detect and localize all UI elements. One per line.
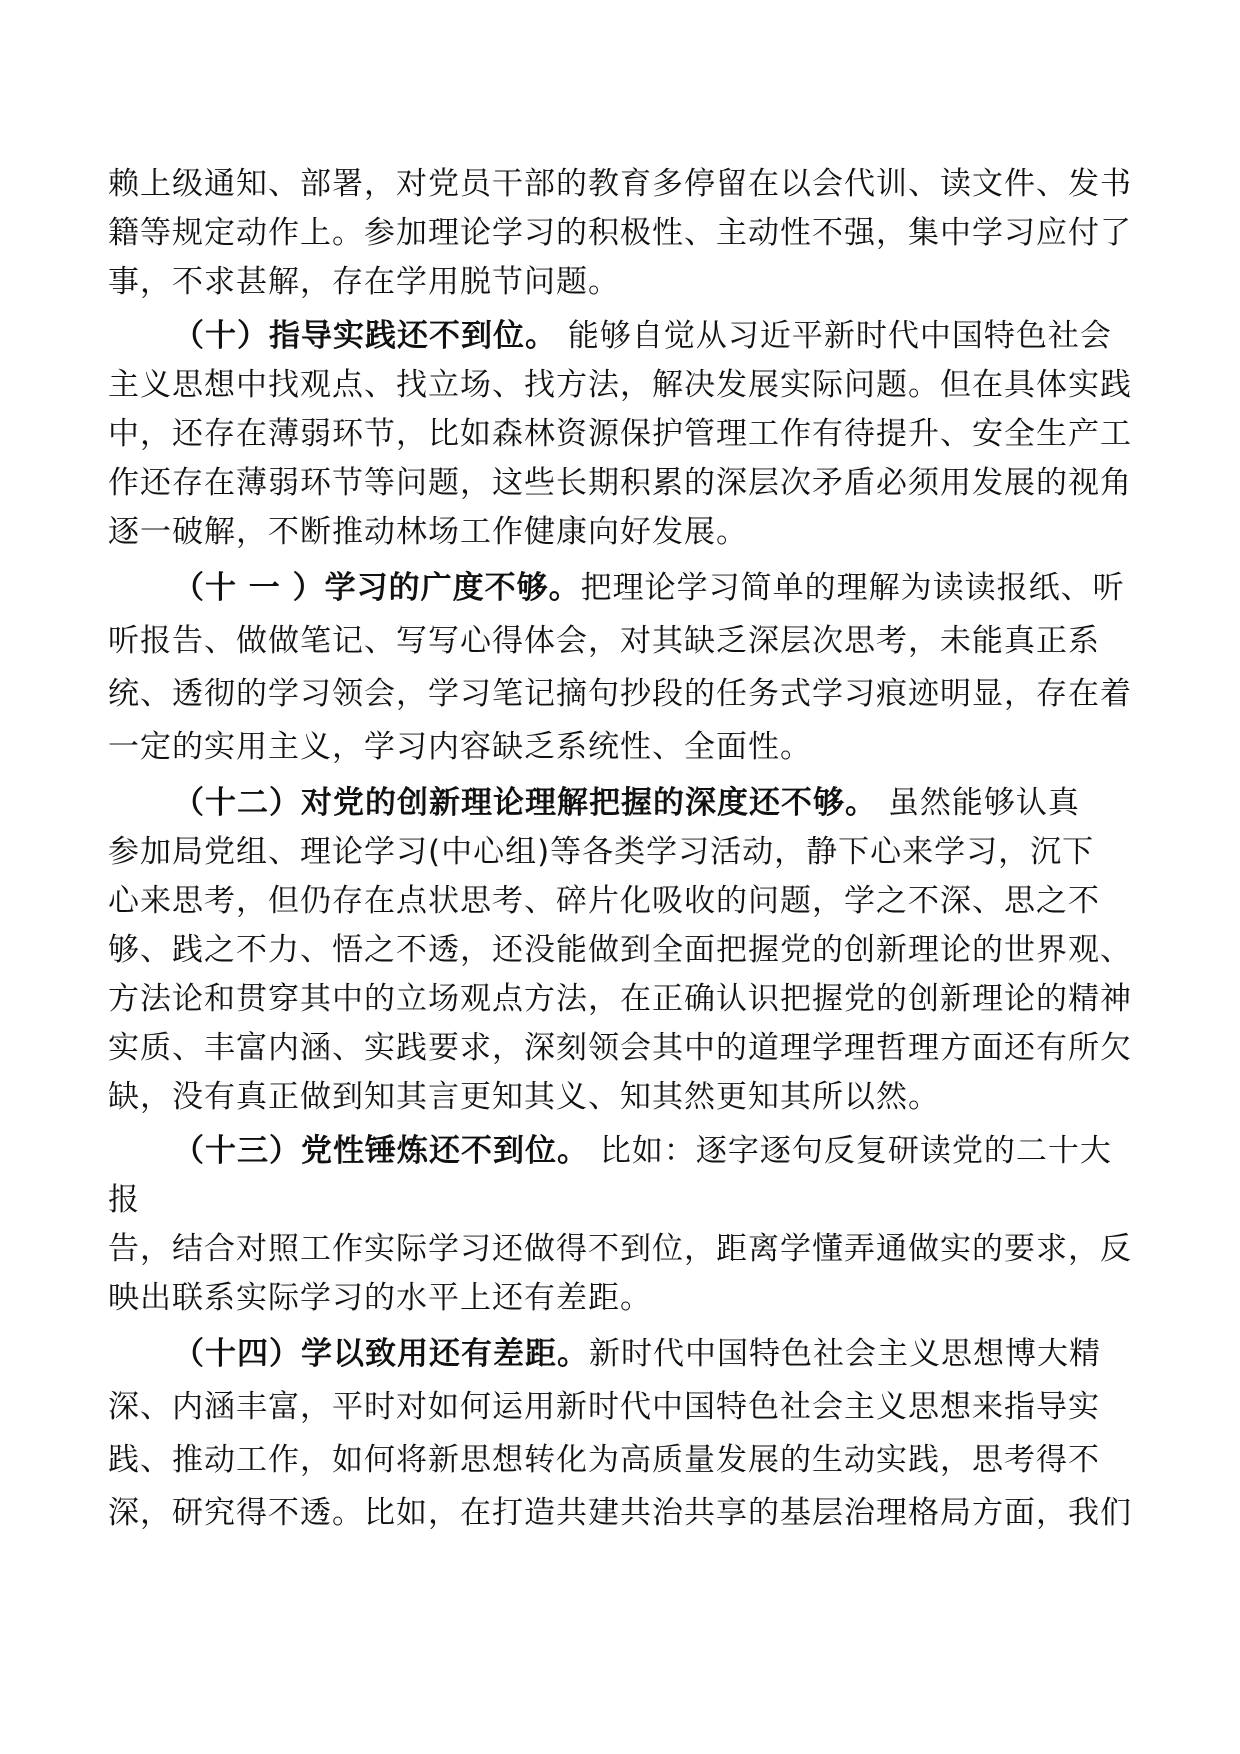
text-line: 虽然能够认真 [877, 785, 1080, 821]
text-line: 籍等规定动作上。参加理论学习的积极性、主动性不强，集中学习应付了 [108, 215, 1132, 251]
text-line: 深，研究得不透。比如，在打造共建共治共享的基层治理格局方面，我们 [108, 1495, 1132, 1531]
text-line: 告，结合对照工作实际学习还做得不到位，距离学懂弄通做实的要求，反 [108, 1231, 1132, 1267]
text-line: 统、透彻的学习领会，学习笔记摘句抄段的任务式学习痕迹明显，存在着 [108, 676, 1132, 712]
text-line: 中，还存在薄弱环节，比如森林资源保护管理工作有待提升、安全生产工 [108, 416, 1132, 452]
section-heading: （十二）对党的创新理论理解把握的深度还不够。 [173, 785, 877, 821]
section-heading: （十三）党性锤炼还不到位。 [173, 1133, 589, 1169]
text-line: 主义思想中找观点、找立场、找方法，解决发展实际问题。但在具体实践 [108, 367, 1132, 403]
paragraph-continuation [108, 160, 1138, 307]
text-line: 比如：逐字逐句反复研读党的二十大报 [108, 1133, 1112, 1218]
text-line: 把理论学习简单的理解为读读报纸、听 [580, 570, 1125, 606]
text-line: 事，不求甚解，存在学用脱节问题。 [108, 264, 620, 300]
paragraph-section-13 [108, 1127, 1138, 1323]
text-line: 映出联系实际学习的水平上还有差距。 [108, 1280, 652, 1316]
text-line: 缺，没有真正做到知其言更知其义、知其然更知其所以然。 [108, 1079, 940, 1115]
text-line: 作还存在薄弱环节等问题，这些长期积累的深层次矛盾必须用发展的视角 [108, 465, 1132, 501]
section-heading: （十四）学以致用还有差距。 [173, 1336, 589, 1372]
text-line: 听报告、做做笔记、写写心得体会，对其缺乏深层次思考，未能真正系 [108, 623, 1100, 659]
paragraph-section-10 [108, 312, 1138, 557]
text-line: 赖上级通知、部署，对党员干部的教育多停留在以会代训、读文件、发书 [108, 166, 1132, 202]
section-heading: （十）指导实践还不到位。 [173, 318, 557, 354]
text-line: 心来思考，但仍存在点状思考、碎片化吸收的问题，学之不深、思之不 [108, 883, 1100, 919]
text-line: 逐一破解，不断推动林场工作健康向好发展。 [108, 514, 748, 550]
document-body [108, 160, 1138, 1540]
text-line: 深、内涵丰富，平时对如何运用新时代中国特色社会主义思想来指导实 [108, 1389, 1100, 1425]
section-heading: （十 一 ）学习的广度不够。 [173, 570, 581, 606]
text-line: 能够自觉从习近平新时代中国特色社会 [557, 318, 1112, 354]
text-line: 新时代中国特色社会主义思想博大精 [589, 1336, 1101, 1372]
paragraph-section-12 [108, 779, 1138, 1122]
text-line: 践、推动工作，如何将新思想转化为高质量发展的生动实践，思考得不 [108, 1442, 1100, 1478]
text-line: 一定的实用主义，学习内容缺乏系统性、全面性。 [108, 729, 812, 765]
text-line: 方法论和贯穿其中的立场观点方法，在正确认识把握党的创新理论的精神 [108, 981, 1132, 1017]
paragraph-section-11 [108, 562, 1138, 774]
paragraph-section-14 [108, 1328, 1138, 1540]
text-line: 参加局党组、理论学习(中心组)等各类学习活动，静下心来学习，沉下 [108, 834, 1095, 870]
text-line: 实质、丰富内涵、实践要求，深刻领会其中的道理学理哲理方面还有所欠 [108, 1030, 1132, 1066]
text-line: 够、践之不力、悟之不透，还没能做到全面把握党的创新理论的世界观、 [108, 932, 1132, 968]
